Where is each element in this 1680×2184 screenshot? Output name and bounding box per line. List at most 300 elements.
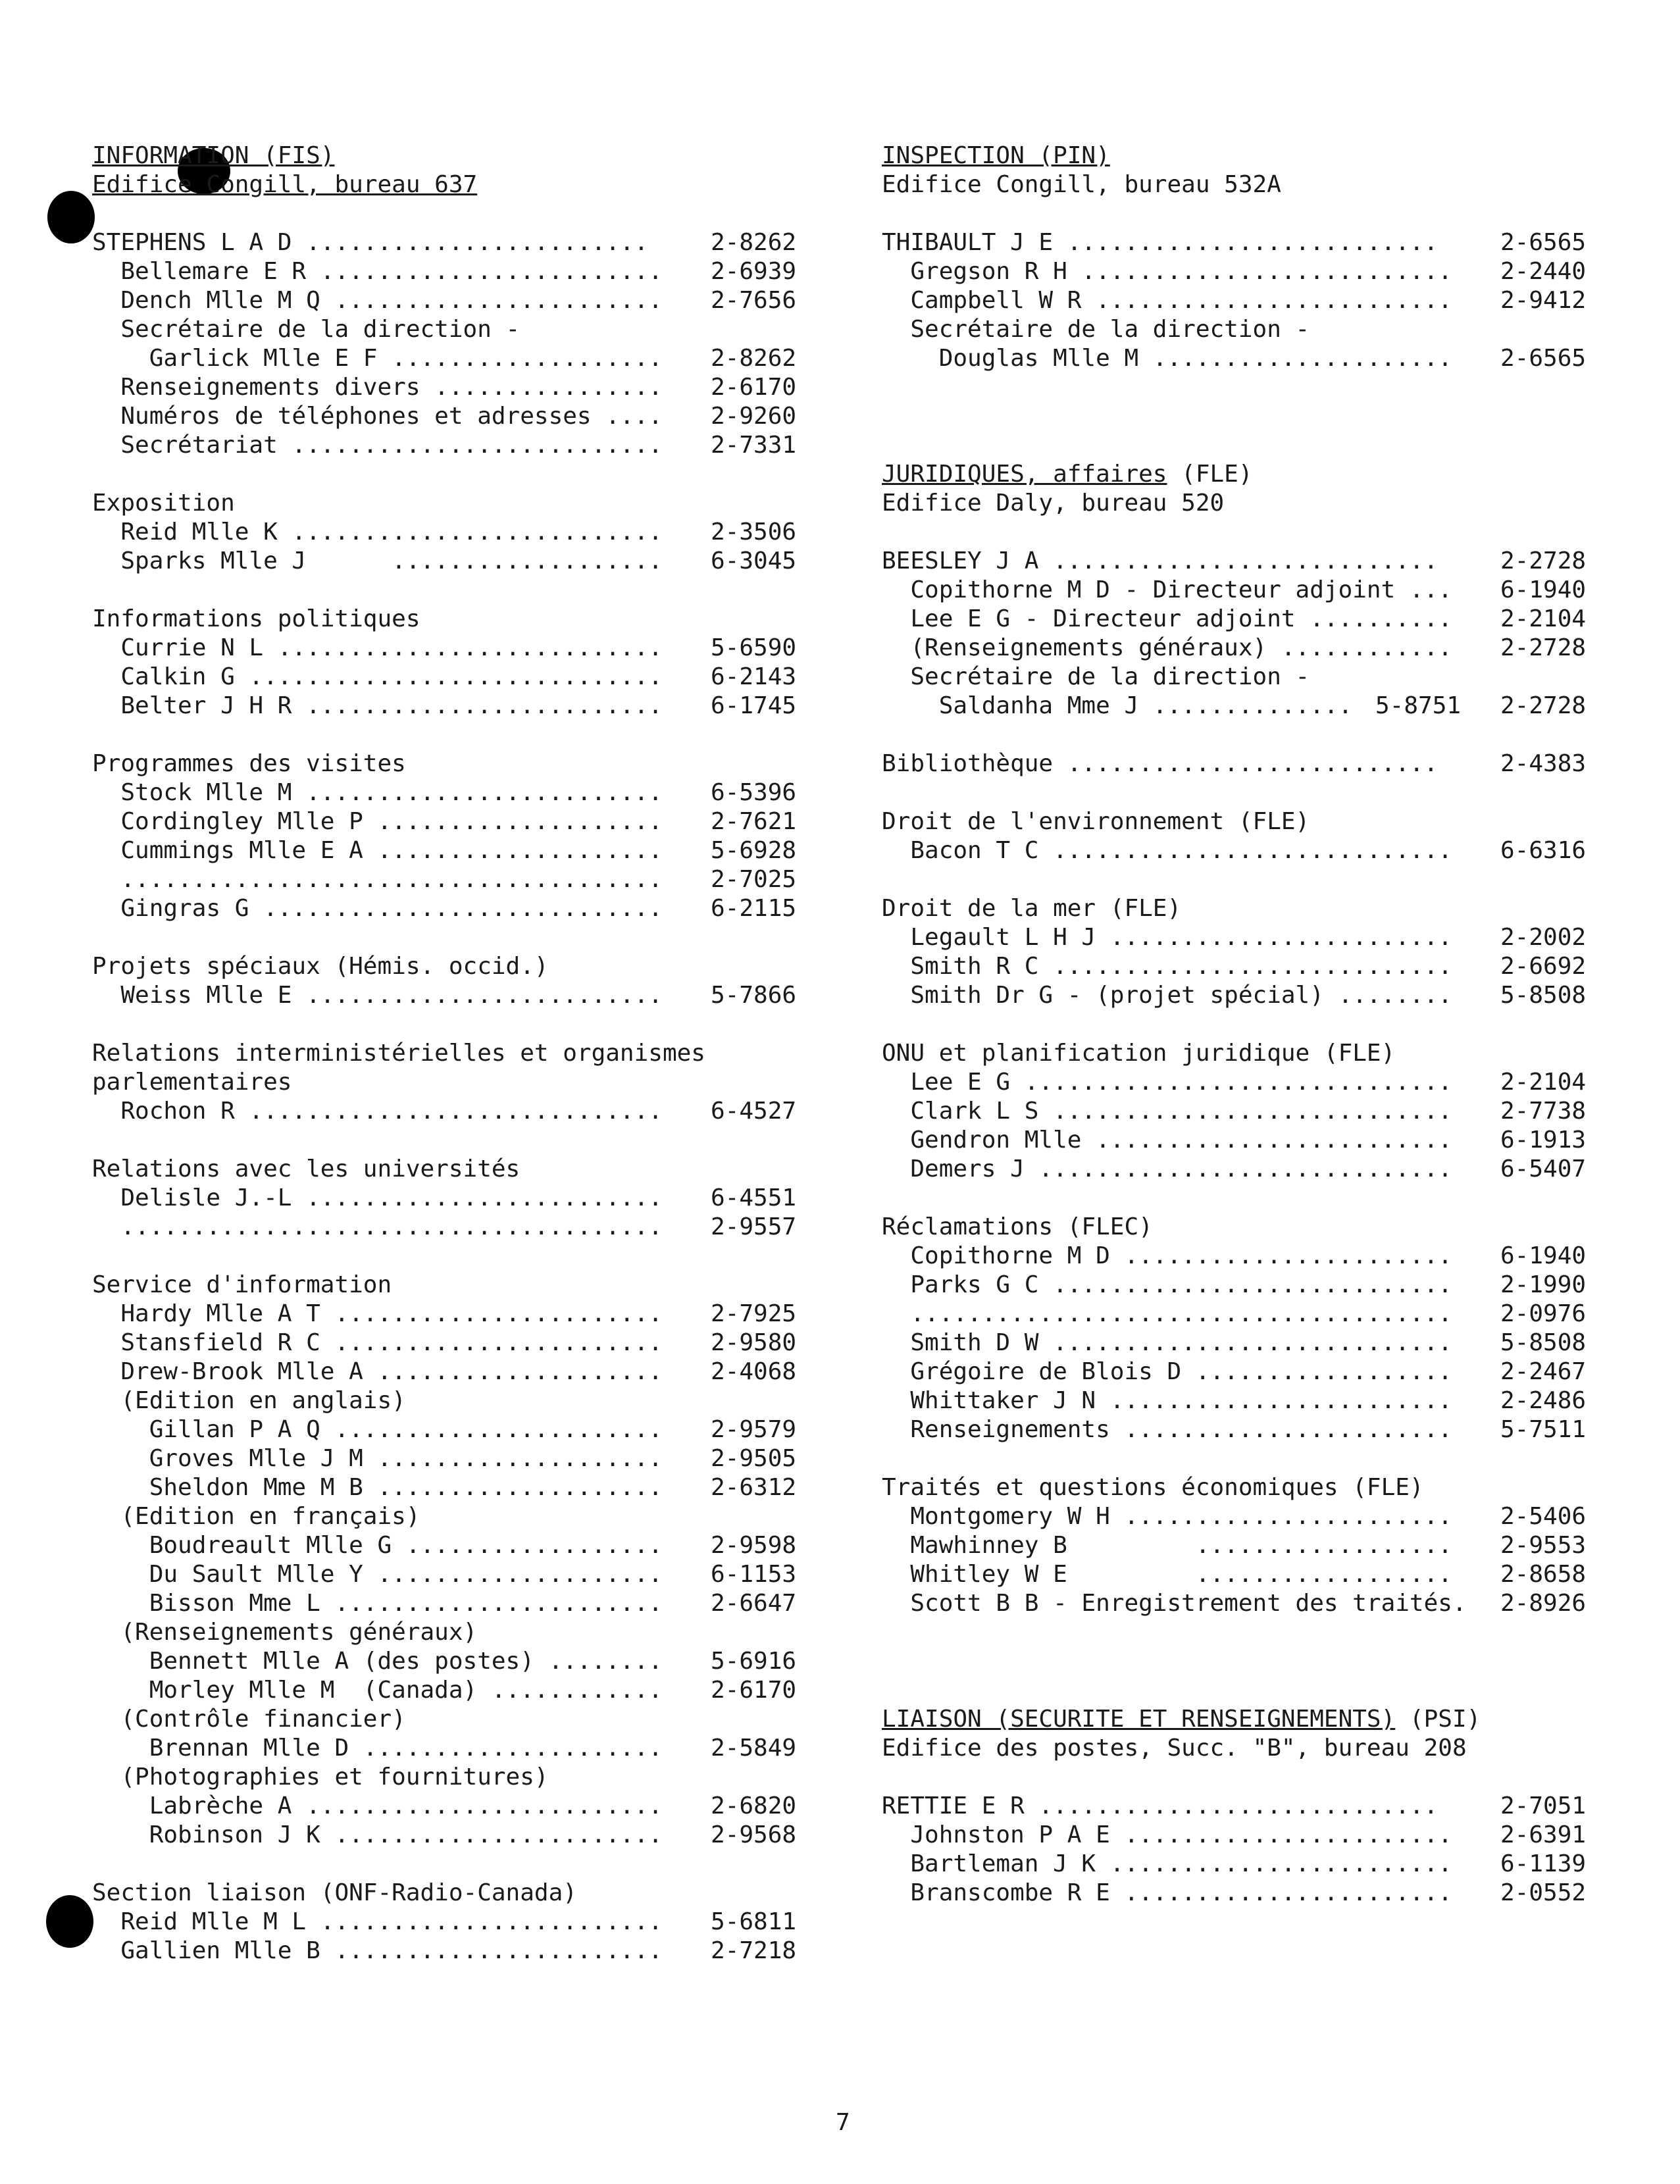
- entry-text: (Contrôle financier): [92, 1706, 406, 1733]
- phone-number: 2-2002: [1500, 924, 1587, 951]
- directory-section: [92, 489, 816, 576]
- entry-text: Calkin G .............................: [92, 663, 663, 690]
- phone-number: 6-1940: [1500, 1242, 1587, 1269]
- entry-text: Weiss Mlle E .........................: [92, 982, 663, 1009]
- directory-heading: [92, 170, 816, 199]
- directory-heading: [92, 489, 816, 518]
- phone-number: 6-4527: [711, 1098, 797, 1125]
- entry-text: Grégoire de Blois D ..................: [882, 1358, 1452, 1385]
- directory-entry: [92, 1358, 816, 1386]
- entry-text: Sheldon Mme M B ....................: [92, 1474, 663, 1501]
- entry-text: ......................................: [882, 1300, 1452, 1327]
- entry-text: Johnston P A E .......................: [882, 1821, 1452, 1848]
- phone-number: 5-8751: [1375, 692, 1462, 719]
- directory-heading: [882, 170, 1592, 199]
- entry-text: (Renseignements généraux) ............: [882, 634, 1452, 661]
- phone-number: 6-5396: [711, 779, 797, 806]
- phone-number: 5-6590: [711, 634, 797, 661]
- phone-number: 6-1913: [1500, 1127, 1587, 1154]
- entry-text: Du Sault Mlle Y ....................: [92, 1561, 663, 1588]
- phone-number: 2-2728: [1500, 692, 1587, 719]
- phone-number: 2-6391: [1500, 1821, 1587, 1848]
- phone-number: 2-7738: [1500, 1098, 1587, 1125]
- phone-number: 2-2486: [1500, 1387, 1587, 1414]
- entry-text: Edifice Congill, bureau 637: [92, 171, 478, 198]
- entry-text: Service d'information: [92, 1271, 392, 1298]
- entry-text: Campbell W R .........................: [882, 287, 1452, 314]
- entry-text: Saldanha Mme J ..............: [882, 692, 1353, 719]
- directory-heading: [92, 1705, 816, 1734]
- phone-number: 2-7925: [711, 1300, 797, 1327]
- directory-entry: [92, 1676, 816, 1705]
- phone-number: 2-7218: [711, 1937, 797, 1964]
- directory-entry: [92, 692, 816, 721]
- entry-text: Branscombe R E .......................: [882, 1879, 1452, 1906]
- entry-text: Lee E G - Directeur adjoint ..........: [882, 605, 1452, 632]
- directory-entry: [882, 981, 1592, 1010]
- entry-text: Secrétaire de la direction -: [882, 316, 1310, 343]
- phone-number: 2-4068: [711, 1358, 797, 1385]
- entry-text: Dench Mlle M Q .......................: [92, 287, 663, 314]
- directory-heading: [92, 605, 816, 634]
- directory-heading: [92, 141, 816, 170]
- entry-text: Gendron Mlle .........................: [882, 1127, 1452, 1154]
- directory-entry: [882, 1560, 1592, 1589]
- directory-entry: [92, 228, 816, 257]
- directory-heading: [882, 460, 1592, 489]
- directory-entry: [92, 894, 816, 923]
- directory-entry: [92, 1821, 816, 1850]
- directory-entry: [882, 923, 1592, 952]
- directory-entry: [882, 749, 1592, 778]
- entry-text: (Renseignements généraux): [92, 1619, 478, 1646]
- entry-text: RETTIE E R ............................: [882, 1792, 1438, 1819]
- directory-entry: [92, 1937, 816, 1966]
- directory-heading: [92, 1879, 816, 1908]
- entry-text: Réclamations (FLEC): [882, 1213, 1153, 1240]
- directory-entry: [92, 1329, 816, 1358]
- directory-heading: [882, 489, 1592, 518]
- entry-text: Parks G C ............................: [882, 1271, 1452, 1298]
- phone-number: 2-9505: [711, 1445, 797, 1472]
- phone-number: 2-3506: [711, 519, 797, 546]
- phone-number: 2-9557: [711, 1213, 797, 1240]
- directory-entry: [92, 1647, 816, 1676]
- entry-text: Sparks Mlle J ...................: [92, 547, 663, 574]
- directory-entry: [882, 1821, 1592, 1850]
- phone-number: 2-7051: [1500, 1792, 1587, 1819]
- directory-entry: [882, 1589, 1592, 1618]
- entry-text: Relations interministérielles et organismes: [92, 1040, 705, 1067]
- entry-text: Hardy Mlle A T .......................: [92, 1300, 663, 1327]
- directory-heading: [92, 1155, 816, 1184]
- directory-heading: [92, 952, 816, 981]
- directory-heading: [882, 199, 1592, 228]
- phone-number: 6-4551: [711, 1184, 797, 1211]
- entry-text: Traités et questions économiques (FLE): [882, 1474, 1424, 1501]
- directory-entry: [882, 547, 1592, 576]
- directory-entry: [92, 344, 816, 373]
- phone-number: 5-8508: [1500, 1329, 1587, 1356]
- directory-entry: [882, 286, 1592, 315]
- phone-number: 2-9568: [711, 1821, 797, 1848]
- directory-heading: [92, 1271, 816, 1300]
- entry-text: ......................................: [92, 1213, 663, 1240]
- directory-entry: [882, 634, 1592, 663]
- phone-number: 2-2104: [1500, 605, 1587, 632]
- entry-text: Legault L H J ........................: [882, 924, 1452, 951]
- entry-text: Secrétaire de la direction -: [882, 663, 1310, 690]
- directory-section: [882, 1473, 1592, 1618]
- entry-text: Scott B B - Enregistrement des traités.: [882, 1590, 1467, 1617]
- phone-number: 2-5849: [711, 1735, 797, 1762]
- directory-heading: [882, 1647, 1592, 1676]
- directory-section: [882, 402, 1592, 721]
- entry-text: Gregson R H ..........................: [882, 258, 1452, 285]
- entry-text: Smith D W ............................: [882, 1329, 1452, 1356]
- directory-section: [92, 1879, 816, 1966]
- entry-text: Currie N L ...........................: [92, 634, 663, 661]
- entry-text: Garlick Mlle E F ...................: [92, 345, 663, 372]
- entry-text: Gillan P A Q .......................: [92, 1416, 663, 1443]
- directory-entry: [882, 228, 1592, 257]
- phone-number: 2-2467: [1500, 1358, 1587, 1385]
- entry-text: Demers J .............................: [882, 1155, 1452, 1182]
- ink-blot: [46, 1895, 93, 1948]
- phone-number: 6-1940: [1500, 576, 1587, 603]
- entry-text: Gallien Mlle B .......................: [92, 1937, 663, 1964]
- entry-text: Edifice Daly, bureau 520: [882, 490, 1225, 517]
- directory-entry: [882, 257, 1592, 286]
- phone-number: 2-7331: [711, 432, 797, 459]
- phone-number: 2-8262: [711, 229, 797, 256]
- directory-entry: [92, 1734, 816, 1763]
- entry-text: Montgomery W H .......................: [882, 1503, 1452, 1530]
- entry-text: Cummings Mlle E A ....................: [92, 837, 663, 864]
- directory-section: [92, 952, 816, 1010]
- entry-text: BEESLEY J A ...........................: [882, 547, 1438, 574]
- phone-number: 2-6565: [1500, 229, 1587, 256]
- entry-text: Relations avec les universités: [92, 1155, 521, 1182]
- entry-text: Stansfield R C .......................: [92, 1329, 663, 1356]
- directory-entry: [92, 1213, 816, 1242]
- entry-text: Bennett Mlle A (des postes) ........: [92, 1648, 663, 1675]
- phone-number: 2-2440: [1500, 258, 1587, 285]
- phone-number: 5-7511: [1500, 1416, 1587, 1443]
- directory-section: [882, 1213, 1592, 1444]
- entry-text: Mawhinney B ..................: [882, 1532, 1452, 1559]
- phone-number: 2-9598: [711, 1532, 797, 1559]
- directory-section: [92, 1039, 816, 1126]
- entry-text: ONU et planification juridique (FLE): [882, 1040, 1396, 1067]
- directory-heading: [92, 1763, 816, 1792]
- directory-entry: [882, 1155, 1592, 1184]
- phone-number: 5-7866: [711, 982, 797, 1009]
- ink-blot: [47, 191, 95, 243]
- entry-text: (Edition en anglais): [92, 1387, 406, 1414]
- phone-number: 2-8658: [1500, 1561, 1587, 1588]
- entry-text: Bisson Mme L .......................: [92, 1590, 663, 1617]
- phone-number: 2-7656: [711, 287, 797, 314]
- entry-text: Brennan Mlle D .....................: [92, 1735, 663, 1762]
- phone-number: 2-7025: [711, 866, 797, 893]
- entry-text: Copithorne M D .......................: [882, 1242, 1452, 1269]
- directory-entry: [882, 1097, 1592, 1126]
- directory-section: [92, 141, 816, 460]
- entry-text: Labrèche A .........................: [92, 1792, 663, 1819]
- directory-entry: [92, 663, 816, 692]
- entry-text: Smith R C ............................: [882, 953, 1452, 980]
- directory-entry: [92, 1560, 816, 1589]
- directory-entry: [92, 1415, 816, 1444]
- entry-text: Clark L S ............................: [882, 1098, 1452, 1125]
- phone-number: 5-8508: [1500, 982, 1587, 1009]
- phone-number: 2-6565: [1500, 345, 1587, 372]
- phone-number: 2-0552: [1500, 1879, 1587, 1906]
- directory-entry: [882, 576, 1592, 605]
- directory-heading: [882, 663, 1592, 692]
- entry-text: Exposition: [92, 490, 235, 517]
- directory-entry: [882, 1879, 1592, 1908]
- directory-entry: [882, 344, 1592, 373]
- phone-number: 5-6928: [711, 837, 797, 864]
- entry-text: (Edition en français): [92, 1503, 420, 1530]
- directory-entry: [882, 1068, 1592, 1097]
- directory-section: [92, 749, 816, 923]
- entry-text: (Photographies et fournitures): [92, 1764, 549, 1790]
- directory-section: [92, 1155, 816, 1242]
- directory-section: [882, 807, 1592, 865]
- directory-heading: [92, 1386, 816, 1415]
- directory-entry: [882, 1531, 1592, 1560]
- entry-text: Bacon T C ............................: [882, 837, 1452, 864]
- entry-text: Secrétaire de la direction -: [92, 316, 521, 343]
- directory-section: [882, 1647, 1592, 1908]
- entry-text: Renseignements divers ................: [92, 374, 663, 401]
- phone-number: 2-9412: [1500, 287, 1587, 314]
- directory-heading: [882, 807, 1592, 836]
- directory-entry: [92, 286, 816, 315]
- entry-text: THIBAULT J E ..........................: [882, 229, 1438, 256]
- directory-entry: [882, 1242, 1592, 1271]
- phone-number: 6-3045: [711, 547, 797, 574]
- entry-text: Stock Mlle M .........................: [92, 779, 663, 806]
- directory-entry: [882, 1358, 1592, 1386]
- entry-text: Secrétariat ..........................: [92, 432, 663, 459]
- phone-number: 2-0976: [1500, 1300, 1587, 1327]
- entry-text: Whittaker J N ........................: [882, 1387, 1452, 1414]
- left-column: [92, 141, 816, 1994]
- entry-text: Morley Mlle M (Canada) ............: [92, 1677, 663, 1704]
- directory-entry: [92, 547, 816, 576]
- directory-entry: [882, 1792, 1592, 1821]
- directory-entry: [882, 1502, 1592, 1531]
- directory-heading: [882, 1213, 1592, 1242]
- phone-number: 2-2728: [1500, 547, 1587, 574]
- directory-heading: [92, 199, 816, 228]
- directory-heading: [92, 1068, 816, 1097]
- entry-text: Boudreault Mlle G ..................: [92, 1532, 663, 1559]
- entry-text: Delisle J.-L .........................: [92, 1184, 663, 1211]
- directory-heading: [882, 518, 1592, 547]
- directory-heading: [882, 1473, 1592, 1502]
- entry-text: Reid Mlle K ..........................: [92, 519, 663, 546]
- directory-entry: [882, 1126, 1592, 1155]
- directory-entry: [92, 634, 816, 663]
- phone-number: 6-6316: [1500, 837, 1587, 864]
- phone-number: 2-2104: [1500, 1069, 1587, 1096]
- entry-text: Programmes des visites: [92, 750, 406, 777]
- entry-text: Droit de l'environnement (FLE): [882, 808, 1310, 835]
- phone-number: 2-8926: [1500, 1590, 1587, 1617]
- directory-entry: [92, 431, 816, 460]
- directory-entry: [92, 1792, 816, 1821]
- entry-text: Douglas Mlle M .....................: [882, 345, 1452, 372]
- entry-text: Projets spéciaux (Hémis. occid.): [92, 953, 549, 980]
- entry-text: Rochon R .............................: [92, 1098, 663, 1125]
- entry-text: INSPECTION (PIN): [882, 142, 1110, 169]
- entry-text: INFORMATION (FIS): [92, 142, 335, 169]
- entry-text: Droit de la mer (FLE): [882, 895, 1182, 922]
- phone-number: 5-6916: [711, 1648, 797, 1675]
- directory-entry: [882, 1386, 1592, 1415]
- entry-text: JURIDIQUES, affaires (FLE): [882, 461, 1253, 488]
- phone-number: 2-6820: [711, 1792, 797, 1819]
- right-column: [882, 141, 1592, 1937]
- directory-heading: [92, 1039, 816, 1068]
- phone-number: 2-5406: [1500, 1503, 1587, 1530]
- entry-text: Belter J H R .........................: [92, 692, 663, 719]
- entry-text: Whitley W E ..................: [882, 1561, 1452, 1588]
- directory-entry: [92, 257, 816, 286]
- page-number: 7: [836, 2109, 850, 2136]
- directory-section: [882, 1039, 1592, 1184]
- entry-text: Copithorne M D - Directeur adjoint ...: [882, 576, 1452, 603]
- directory-entry: [92, 981, 816, 1010]
- entry-text: Cordingley Mlle P ....................: [92, 808, 663, 835]
- phone-number: 5-6811: [711, 1908, 797, 1935]
- directory-entry: [92, 778, 816, 807]
- entry-text: LIAISON (SECURITE ET RENSEIGNEMENTS) (PSI): [882, 1706, 1481, 1733]
- directory-entry: [92, 1444, 816, 1473]
- directory-entry: [92, 807, 816, 836]
- directory-entry: [882, 1329, 1592, 1358]
- directory-heading: [882, 431, 1592, 460]
- directory-entry: [92, 1300, 816, 1329]
- directory-heading: [92, 749, 816, 778]
- entry-text: ......................................: [92, 866, 663, 893]
- entry-text: Gingras G ............................: [92, 895, 663, 922]
- phone-number: 2-9580: [711, 1329, 797, 1356]
- entry-text: Robinson J K .......................: [92, 1821, 663, 1848]
- directory-heading: [882, 1763, 1592, 1792]
- entry-text: STEPHENS L A D ........................: [92, 229, 649, 256]
- entry-text: Bellemare E R ........................: [92, 258, 663, 285]
- directory-entry: [92, 1473, 816, 1502]
- directory-heading: [882, 1039, 1592, 1068]
- directory-entry: [882, 1850, 1592, 1879]
- entry-text: Bartleman J K ........................: [882, 1850, 1452, 1877]
- directory-heading: [882, 402, 1592, 431]
- entry-text: Smith Dr G - (projet spécial) ........: [882, 982, 1452, 1009]
- directory-entry: [92, 518, 816, 547]
- directory-heading: [92, 1618, 816, 1647]
- directory-heading: [882, 141, 1592, 170]
- directory-entry: [92, 836, 816, 865]
- directory-entry: [92, 1589, 816, 1618]
- directory-entry: [882, 605, 1592, 634]
- directory-entry: [882, 1415, 1592, 1444]
- entry-text: parlementaires: [92, 1069, 292, 1096]
- directory-section: [882, 749, 1592, 778]
- phone-number: 6-1745: [711, 692, 797, 719]
- directory-entry: [92, 1908, 816, 1937]
- phone-number: 2-6692: [1500, 953, 1587, 980]
- phone-number: 2-9579: [711, 1416, 797, 1443]
- entry-text: Informations politiques: [92, 605, 420, 632]
- directory-entry: [882, 692, 1592, 721]
- phone-number: 2-1990: [1500, 1271, 1587, 1298]
- directory-entry: [882, 836, 1592, 865]
- entry-text: Lee E G ..............................: [882, 1069, 1452, 1096]
- directory-heading: [92, 1502, 816, 1531]
- phone-number: 6-5407: [1500, 1155, 1587, 1182]
- phone-number: 6-2143: [711, 663, 797, 690]
- entry-text: Bibliothèque ..........................: [882, 750, 1438, 777]
- entry-text: Renseignements .......................: [882, 1416, 1452, 1443]
- directory-entry: [92, 402, 816, 431]
- entry-text: Edifice des postes, Succ. "B", bureau 208: [882, 1735, 1467, 1762]
- directory-entry: [92, 1184, 816, 1213]
- directory-heading: [882, 1676, 1592, 1705]
- directory-heading: [882, 315, 1592, 344]
- directory-entry: [882, 1300, 1592, 1329]
- entry-text: Edifice Congill, bureau 532A: [882, 171, 1281, 198]
- phone-number: 2-6170: [711, 374, 797, 401]
- phone-number: 2-7621: [711, 808, 797, 835]
- directory-entry: [882, 952, 1592, 981]
- directory-section: [92, 1271, 816, 1850]
- directory-entry: [92, 373, 816, 402]
- phone-number: 6-1139: [1500, 1850, 1587, 1877]
- phone-number: 2-6939: [711, 258, 797, 285]
- directory-section: [92, 605, 816, 721]
- entry-text: Groves Mlle J M ....................: [92, 1445, 663, 1472]
- directory-entry: [92, 1531, 816, 1560]
- entry-text: Reid Mlle M L ........................: [92, 1908, 663, 1935]
- phone-number: 2-4383: [1500, 750, 1587, 777]
- directory-entry: [92, 865, 816, 894]
- phone-number: 2-6170: [711, 1677, 797, 1704]
- directory-entry: [882, 1271, 1592, 1300]
- phone-number: 2-9260: [711, 403, 797, 430]
- phone-number: 6-1153: [711, 1561, 797, 1588]
- entry-text: Numéros de téléphones et adresses ....: [92, 403, 663, 430]
- phone-number: 2-6312: [711, 1474, 797, 1501]
- phone-number: 2-2728: [1500, 634, 1587, 661]
- directory-entry: [92, 1097, 816, 1126]
- phone-number: 2-6647: [711, 1590, 797, 1617]
- entry-text: Section liaison (ONF-Radio-Canada): [92, 1879, 577, 1906]
- directory-heading: [882, 1734, 1592, 1763]
- directory-heading: [92, 315, 816, 344]
- directory-heading: [882, 1705, 1592, 1734]
- entry-text: Drew-Brook Mlle A ....................: [92, 1358, 663, 1385]
- directory-section: [882, 141, 1592, 373]
- phone-number: 2-8262: [711, 345, 797, 372]
- phone-number: 6-2115: [711, 895, 797, 922]
- phone-number: 2-9553: [1500, 1532, 1587, 1559]
